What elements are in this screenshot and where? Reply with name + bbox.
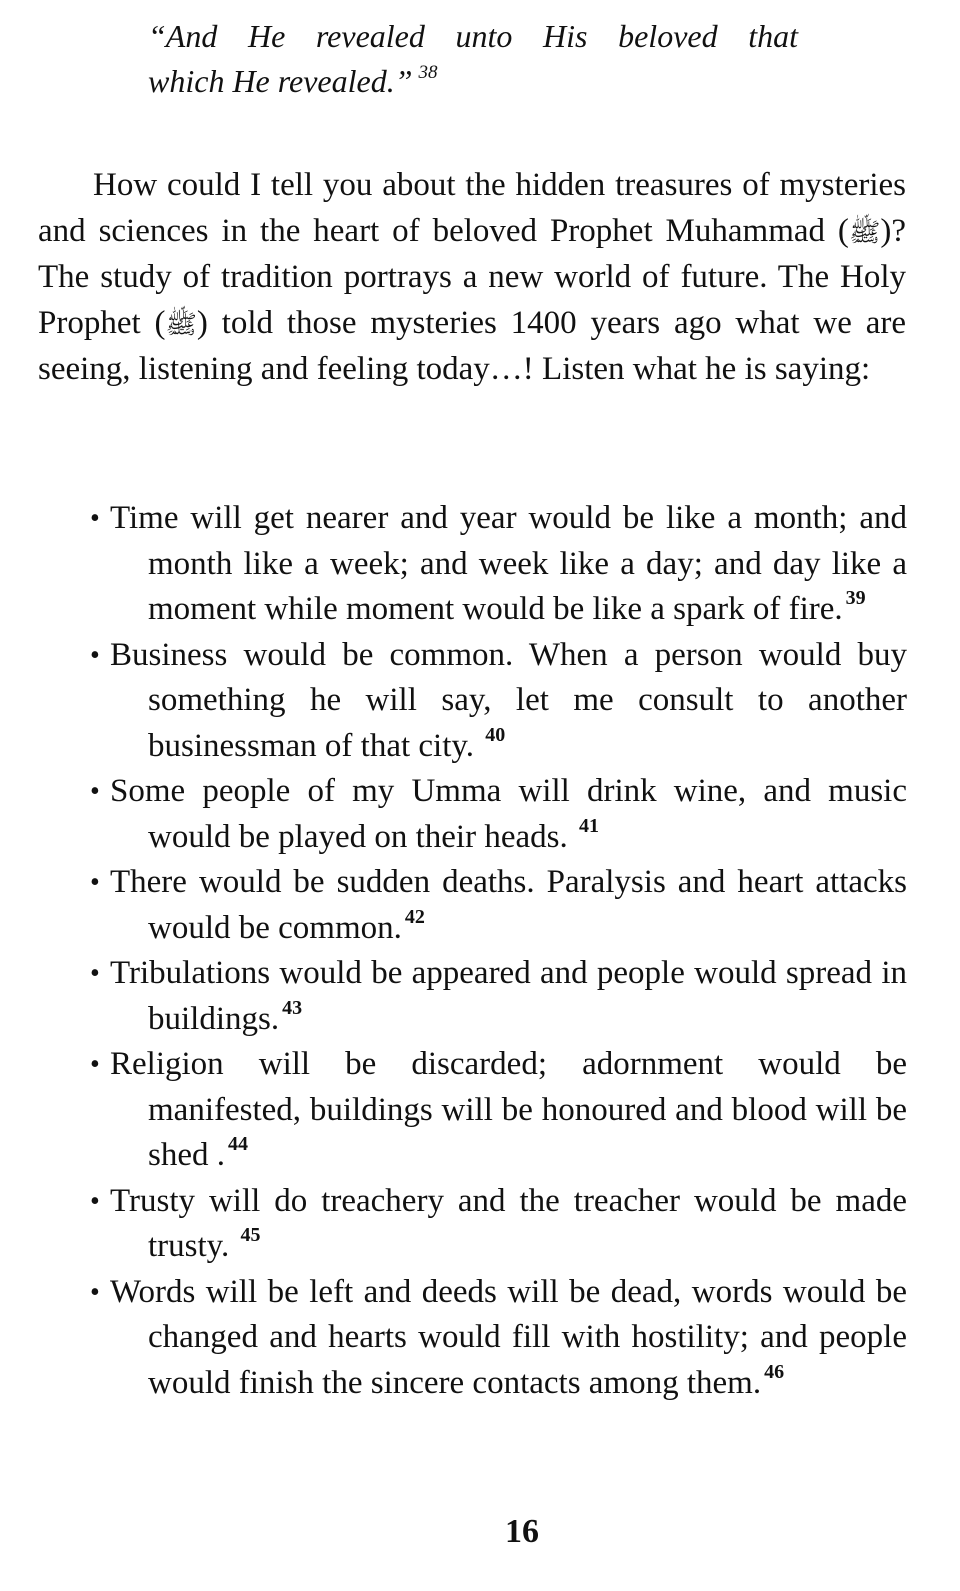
footnote-marker: 41 (578, 814, 599, 837)
list-item (90, 951, 907, 1042)
list-item (90, 1042, 907, 1179)
footnote-marker: 46 (764, 1360, 785, 1383)
footnote-marker: 40 (485, 723, 506, 746)
list-item-text: Time will get nearer and year would be like a month; and month like a week; and week like a day; and day like a moment while moment would be like a spark of fire. (110, 500, 907, 627)
page-number: 16 (505, 1513, 539, 1550)
list-item-text: Trusty will do treachery and the treacher would be made trusty. (110, 1182, 907, 1264)
list-item-text: Tribulations would be appeared and people would spread in buildings. (110, 955, 907, 1037)
honorific-glyph: ﷺ (165, 309, 197, 339)
quote-line-1: “And He revealed unto His beloved that (148, 18, 798, 54)
bullet-dot: • (90, 503, 100, 534)
paragraph-part-1: How could I tell you about the hidden treasures of mysteries and sciences in the heart of beloved Prophet Muhammad ( (38, 167, 906, 249)
bullet-dot: • (90, 1049, 100, 1080)
paragraph-part-3: ) told those mysteries 1400 years ago what we are seeing, listening and feeling today…! Listen what he is saying: (38, 304, 906, 387)
list-item-text: Words will be left and deeds will be dead, words would be changed and hearts would fill with hostility; and people would finish the sincere contacts among them. (110, 1273, 907, 1401)
footnote-marker: 45 (240, 1224, 261, 1246)
bullet-dot: • (90, 1185, 100, 1217)
list-item-text: There would be sudden deaths. Paralysis and heart attacks would be common. (110, 864, 907, 946)
honorific-glyph: ﷺ (848, 217, 881, 247)
bullet-dot: • (90, 1276, 100, 1308)
list-item (90, 1270, 907, 1407)
list-item (90, 769, 907, 860)
footnote-marker-38: 38 (418, 62, 438, 83)
list-item-text: Religion will be discarded; adornment would be manifested, buildings will be honoured and blood will be shed . (110, 1046, 907, 1173)
prophecy-list (90, 496, 907, 1406)
quote-line-2 (148, 59, 798, 104)
list-item-text: Business would be common. When a person would buy something he will say, let me consult to another businessman of that city. (110, 636, 907, 764)
paragraph-part-2: )? The study of tradition portrays a new world of future. The Holy Prophet ( (38, 212, 906, 341)
list-item (90, 496, 907, 633)
list-item (90, 1179, 907, 1270)
list-item-text: Some people of my Umma will drink wine, and music would be played on their heads. (110, 773, 907, 855)
quote-line-2-text: which He revealed.” (148, 63, 413, 99)
bullet-dot: • (90, 776, 100, 807)
intro-paragraph (38, 163, 906, 393)
footnote-marker: 43 (282, 996, 303, 1019)
bullet-dot: • (90, 639, 100, 671)
footnote-marker: 42 (404, 905, 425, 928)
bullet-dot: • (90, 867, 100, 898)
list-item (90, 860, 907, 951)
list-item (90, 633, 907, 770)
footnote-marker: 39 (845, 587, 866, 609)
footnote-marker: 44 (228, 1133, 248, 1155)
quranic-quote (148, 14, 798, 104)
bullet-dot: • (90, 958, 100, 989)
